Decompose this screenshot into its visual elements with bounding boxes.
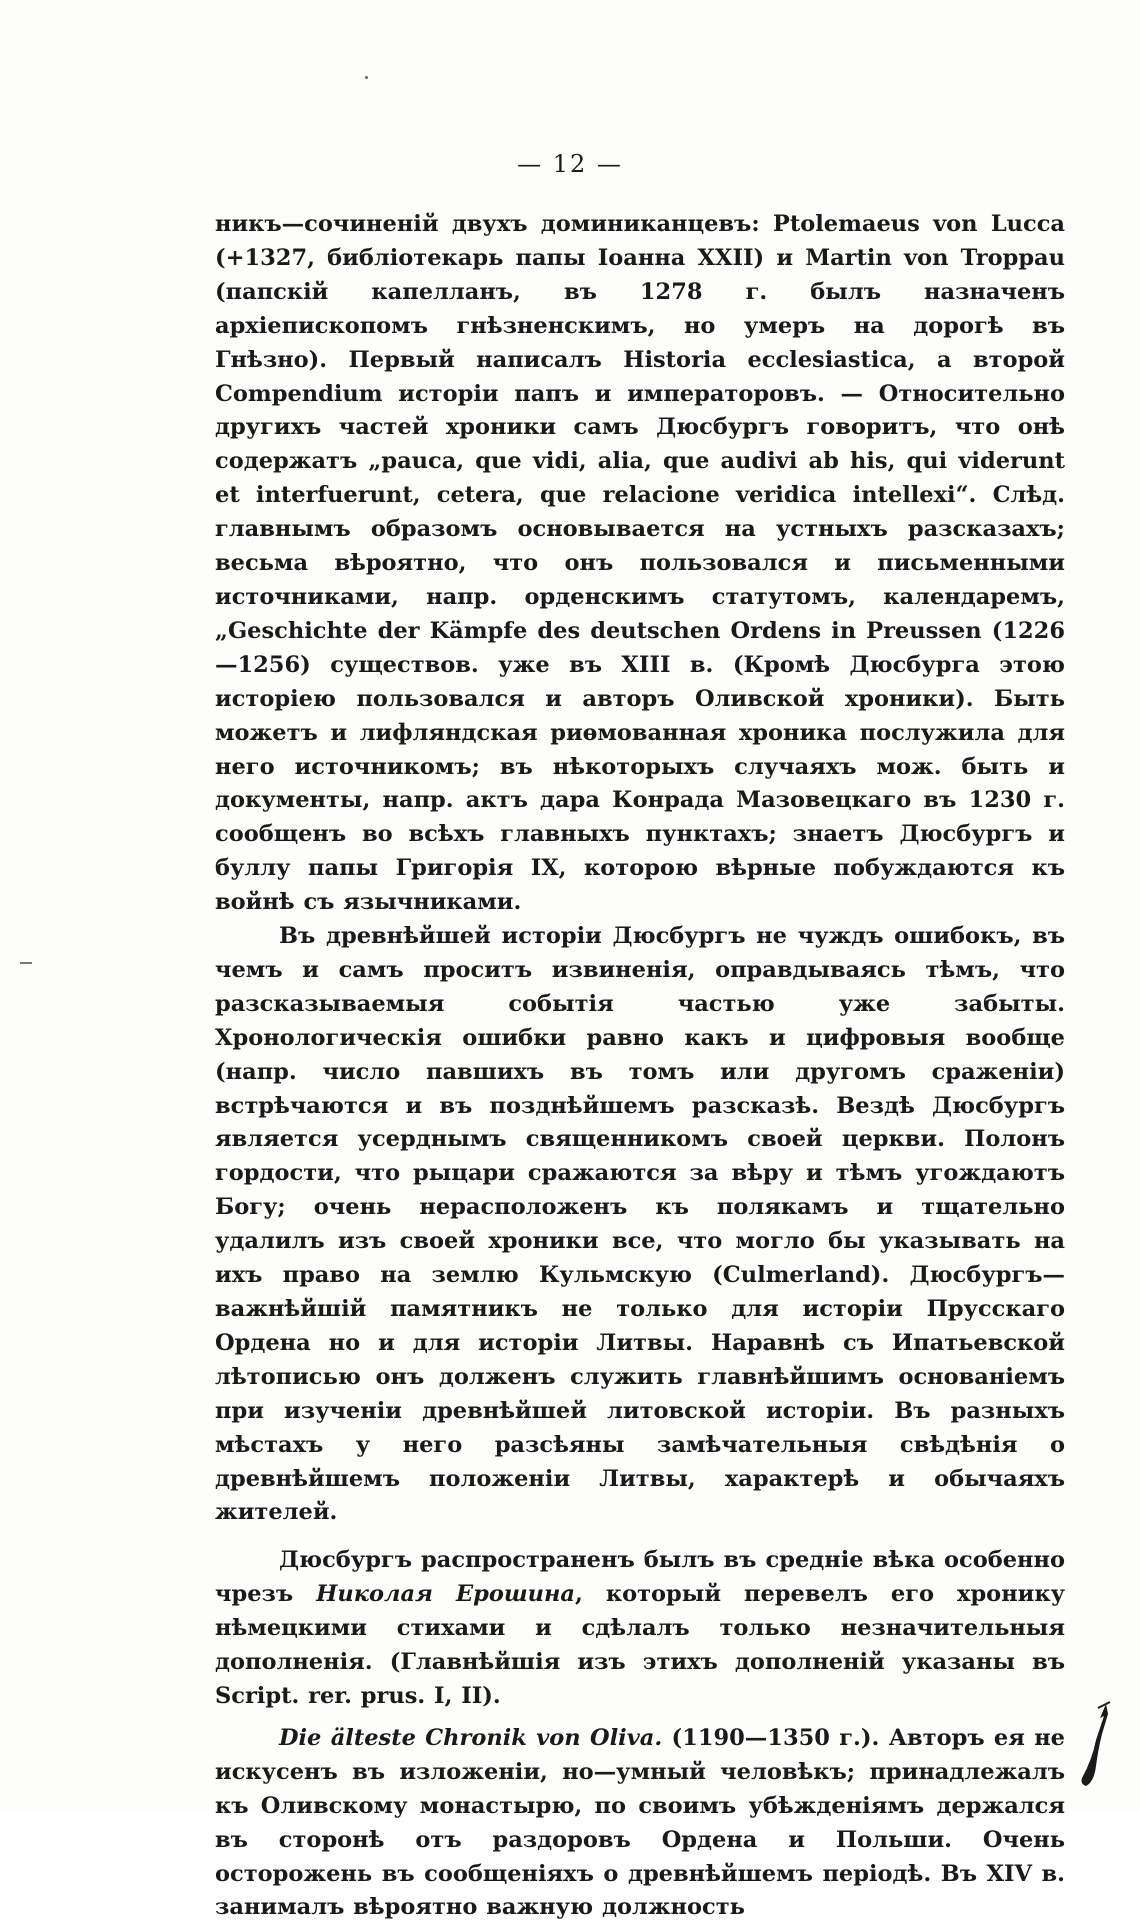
paragraph-3 (215, 1544, 1065, 1714)
paragraph-4-body: (1190—1350 г.). Авторъ ея не искусенъ въ изложеніи, но—умный человѣкъ; принадлежалъ къ Оливскому монастырю, по своимъ убѣжденіямъ держался въ сторонѣ отъ раздоровъ Ордена и Польши. Очень осторожень въ сообщеніяхъ о древнѣйшемъ періодѣ. Въ XIV в. занималъ вѣроятно важную должность (215, 1724, 1065, 1921)
page-number: — 12 — (517, 150, 623, 178)
translator-name: Николая Ерошина (316, 1581, 575, 1608)
library-stamp-mark (1070, 1700, 1114, 1790)
chronicle-title: Die älteste Chronik von Oliva. (279, 1724, 663, 1751)
paragraph-3-end: , который перевелъ его хронику нѣмецкими стихами и сдѣлалъ только незначительныя дополненія. (Главнѣйшія изъ этихъ дополненій указаны въ Script. rer. prus. I, II). (215, 1581, 1066, 1709)
paragraph-2: Въ древнѣйшей исторіи Дюсбургъ не чуждъ ошибокъ, въ чемъ и самъ проситъ извиненія, оправдываясь тѣмъ, что разсказываемыя событія частью уже забыты. Хронологическія ошибки равно какъ и цифровыя вообще (напр. число павшихъ въ томъ или другомъ сраженіи) встрѣчаются и въ позднѣйшемъ разсказѣ. Вездѣ Дюсбургъ является усерднымъ священникомъ своей церкви. Полонъ гордости, что рыцари сражаются за вѣру и тѣмъ угождаютъ Богу; очень нерасположенъ къ полякамъ и тщательно удалилъ изъ своей хроники все, что могло бы указывать на ихъ право на землю Кульмскую (Culmerland). Дюсбургъ—важнѣйшій памятникъ не только для исторіи Прусскаго Ордена но и для исторіи Литвы. Наравнѣ съ Ипатьевской лѣтописью онъ долженъ служить главнѣйшимъ основаніемъ при изученіи древнѣйшей литовской исторіи. Въ разныхъ мѣстахъ у него разсѣяны замѣчательныя свѣдѣнія о древнѣйшемъ положеніи Литвы, характерѣ и обычаяхъ жителей. (215, 923, 1065, 1526)
paragraph-3-start: Дюсбургъ распространенъ былъ въ средніе вѣка особенно чрезъ (215, 1547, 1065, 1608)
ink-speck (365, 76, 368, 79)
margin-mark (20, 962, 32, 964)
paragraph-4 (215, 1722, 1065, 1925)
paragraph-1: никъ—сочиненій двухъ доминиканцевъ: Ptolemaeus von Lucca (+1327, библіотекарь папы Іоанна XXII) и Martin von Troppau (папскій капелланъ, въ 1278 г. былъ назначенъ архіепископомъ гнѣзненскимъ, но умеръ на дорогѣ въ Гнѣзно). Первый написалъ Historia ecclesiastica, а второй Compendium исторіи папъ и императоровъ. — Относительно другихъ частей хроники самъ Дюсбургъ говоритъ, что онѣ содержатъ „pauca, que vidi, alia, que audivi ab his, qui viderunt et interfuerunt, cetera, que relacione veridica intellexi“. Слѣд. главнымъ образомъ основывается на устныхъ разсказахъ; весьма вѣроятно, что онъ пользовался и письменными источниками, напр. орденскимъ статутомъ, календаремъ, „Geschichte der Kämpfe des deutschen Ordens in Preussen (1226—1256) существов. уже въ XIII в. (Кромѣ Дюсбурга этою исторіею пользовался и авторъ Оливской хроники). Быть можетъ и лифляндская риѳмованная хроника послужила для него источникомъ; въ нѣкоторыхъ случаяхъ мож. быть и документы, напр. актъ дара Конрада Мазовецкаго въ 1230 г. сообщенъ во всѣхъ главныхъ пунктахъ; знаетъ Дюсбургъ и буллу папы Григорія IX, которою вѣрные побуждаются къ войнѣ съ язычниками. (215, 211, 1065, 916)
body-text (215, 208, 1065, 1925)
